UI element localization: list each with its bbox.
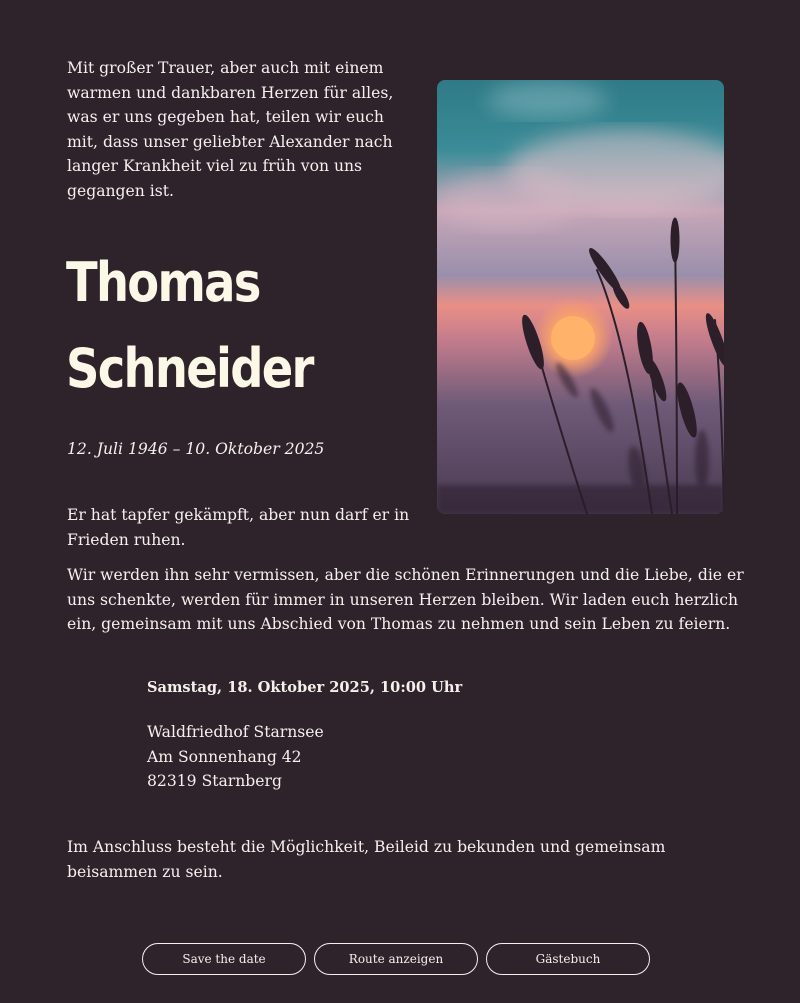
venue-city: 82319 Starnberg — [147, 772, 282, 791]
intro-text: Mit großer Trauer, aber auch mit einem warmen und dankbaren Herzen für alles, was er uns gegeben hat, teilen wir euch mit, dass unser geliebter Alexander nach langer Krankheit viel zu früh von uns gegangen ist. — [67, 59, 394, 200]
show-route-button[interactable]: Route anzeigen — [314, 943, 478, 975]
venue-street: Am Sonnenhang 42 — [147, 747, 302, 766]
venue-name: Waldfriedhof Starnsee — [147, 723, 324, 741]
condolence-text: Im Anschluss besteht die Möglichkeit, Beileid zu bekunden und gemeinsam beisammen zu sein. — [67, 838, 666, 881]
remembrance-text: Wir werden ihn sehr vermissen, aber die schönen Erinnerungen und die Liebe, die er uns schenkte, werden für immer in unseren Herzen bleiben. Wir laden euch herzlich ein, gemeinsam mit uns Abschied von Thomas zu nehmen und sein Leben zu feiern. — [67, 566, 744, 634]
save-the-date-button[interactable]: Save the date — [142, 943, 306, 975]
last-name: Schneider — [66, 337, 313, 400]
funeral-address — [147, 720, 324, 794]
guestbook-button[interactable]: Gästebuch — [486, 943, 650, 975]
first-name: Thomas — [66, 251, 260, 314]
funeral-datetime: Samstag, 18. Oktober 2025, 10:00 Uhr — [147, 679, 463, 696]
sunset-grass-photo — [437, 80, 724, 514]
rest-in-peace-text: Er hat tapfer gekämpft, aber nun darf er in Frieden ruhen. — [67, 506, 410, 549]
life-dates: 12. Juli 1946 – 10. Oktober 2025 — [67, 440, 325, 458]
deceased-name — [66, 240, 313, 412]
action-buttons — [142, 943, 650, 975]
